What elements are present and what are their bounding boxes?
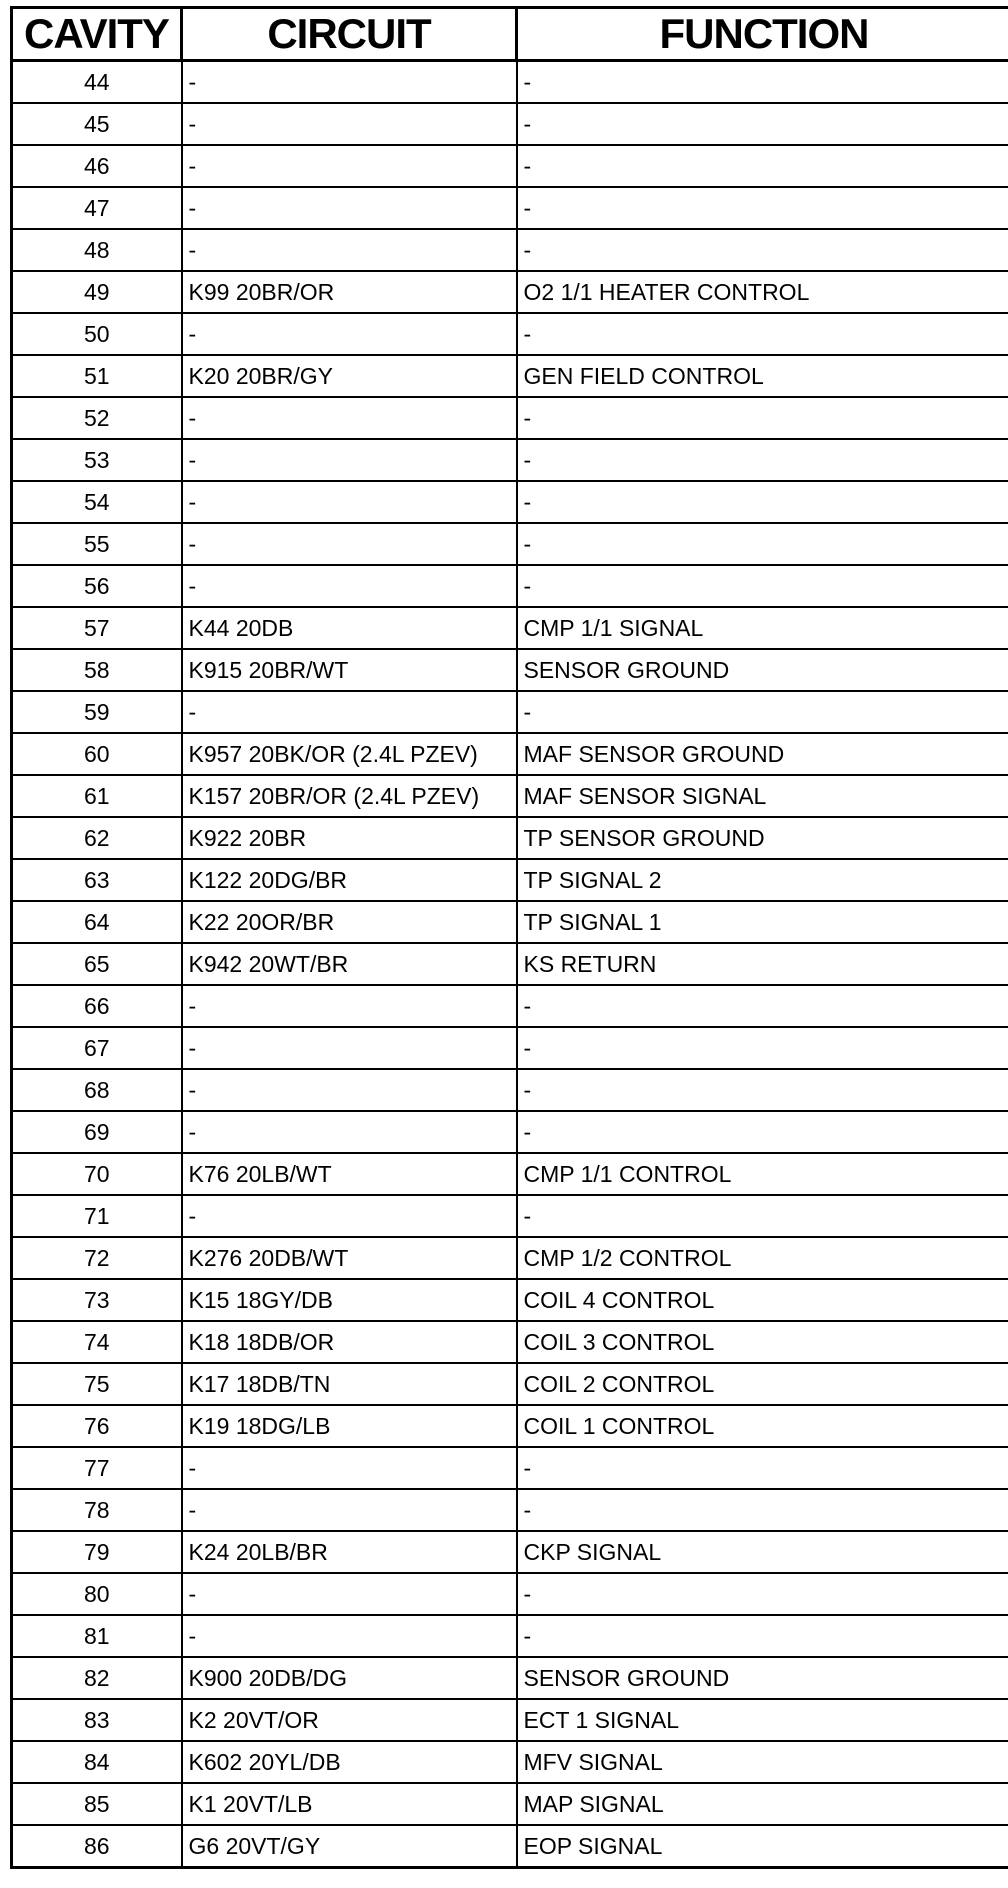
table-row (12, 61, 1008, 104)
table-row (12, 397, 1008, 439)
function-cell: O2 1/1 HEATER CONTROL (517, 271, 1008, 313)
circuit-cell: K22 20OR/BR (182, 901, 517, 943)
table-row (12, 733, 1008, 775)
header-row (12, 8, 1008, 61)
function-cell: CMP 1/2 CONTROL (517, 1237, 1008, 1279)
function-cell: ECT 1 SIGNAL (517, 1699, 1008, 1741)
table-body (12, 61, 1008, 1868)
function-cell: - (517, 439, 1008, 481)
cavity-cell: 71 (12, 1195, 182, 1237)
connector-pinout-table (10, 6, 1008, 1869)
cavity-cell: 46 (12, 145, 182, 187)
table-row (12, 1195, 1008, 1237)
circuit-cell: K602 20YL/DB (182, 1741, 517, 1783)
cavity-cell: 76 (12, 1405, 182, 1447)
cavity-cell: 58 (12, 649, 182, 691)
table-row (12, 1531, 1008, 1573)
circuit-cell: K20 20BR/GY (182, 355, 517, 397)
cavity-cell: 45 (12, 103, 182, 145)
cavity-cell: 62 (12, 817, 182, 859)
cavity-cell: 54 (12, 481, 182, 523)
circuit-cell: - (182, 1069, 517, 1111)
table-row (12, 817, 1008, 859)
cavity-cell: 47 (12, 187, 182, 229)
cavity-cell: 61 (12, 775, 182, 817)
cavity-cell: 79 (12, 1531, 182, 1573)
circuit-cell: - (182, 61, 517, 104)
table-row (12, 691, 1008, 733)
cavity-cell: 81 (12, 1615, 182, 1657)
table-row (12, 145, 1008, 187)
cavity-cell: 52 (12, 397, 182, 439)
function-cell: - (517, 1195, 1008, 1237)
function-cell: SENSOR GROUND (517, 1657, 1008, 1699)
function-cell: - (517, 61, 1008, 104)
circuit-cell: - (182, 1195, 517, 1237)
function-cell: GEN FIELD CONTROL (517, 355, 1008, 397)
circuit-cell: - (182, 397, 517, 439)
cavity-cell: 51 (12, 355, 182, 397)
circuit-cell: - (182, 1573, 517, 1615)
cavity-cell: 50 (12, 313, 182, 355)
circuit-cell: K922 20BR (182, 817, 517, 859)
table-row (12, 1027, 1008, 1069)
circuit-cell: K17 18DB/TN (182, 1363, 517, 1405)
table-row (12, 1489, 1008, 1531)
cavity-cell: 67 (12, 1027, 182, 1069)
function-cell: COIL 3 CONTROL (517, 1321, 1008, 1363)
table-row (12, 943, 1008, 985)
function-cell: MAF SENSOR GROUND (517, 733, 1008, 775)
cavity-cell: 84 (12, 1741, 182, 1783)
cavity-cell: 77 (12, 1447, 182, 1489)
cavity-cell: 44 (12, 61, 182, 104)
cavity-cell: 53 (12, 439, 182, 481)
table-row (12, 607, 1008, 649)
circuit-cell: - (182, 1447, 517, 1489)
column-header-function: FUNCTION (517, 8, 1008, 61)
function-cell: EOP SIGNAL (517, 1825, 1008, 1868)
function-cell: MFV SIGNAL (517, 1741, 1008, 1783)
circuit-cell: K276 20DB/WT (182, 1237, 517, 1279)
circuit-cell: K24 20LB/BR (182, 1531, 517, 1573)
circuit-cell: - (182, 481, 517, 523)
cavity-cell: 65 (12, 943, 182, 985)
function-cell: - (517, 1447, 1008, 1489)
function-cell: - (517, 229, 1008, 271)
function-cell: COIL 1 CONTROL (517, 1405, 1008, 1447)
function-cell: - (517, 103, 1008, 145)
circuit-cell: K15 18GY/DB (182, 1279, 517, 1321)
table-row (12, 1153, 1008, 1195)
function-cell: - (517, 985, 1008, 1027)
circuit-cell: K915 20BR/WT (182, 649, 517, 691)
table-row (12, 1783, 1008, 1825)
function-cell: CKP SIGNAL (517, 1531, 1008, 1573)
table-row (12, 1615, 1008, 1657)
table-row (12, 649, 1008, 691)
table-row (12, 313, 1008, 355)
function-cell: - (517, 313, 1008, 355)
cavity-cell: 49 (12, 271, 182, 313)
circuit-cell: - (182, 523, 517, 565)
circuit-cell: K99 20BR/OR (182, 271, 517, 313)
table-row (12, 1405, 1008, 1447)
table-row (12, 565, 1008, 607)
function-cell: CMP 1/1 CONTROL (517, 1153, 1008, 1195)
function-cell: - (517, 1615, 1008, 1657)
function-cell: - (517, 1489, 1008, 1531)
circuit-cell: K122 20DG/BR (182, 859, 517, 901)
function-cell: - (517, 145, 1008, 187)
function-cell: - (517, 397, 1008, 439)
table-row (12, 355, 1008, 397)
function-cell: TP SIGNAL 1 (517, 901, 1008, 943)
cavity-cell: 63 (12, 859, 182, 901)
circuit-cell: - (182, 565, 517, 607)
circuit-cell: K19 18DG/LB (182, 1405, 517, 1447)
cavity-cell: 74 (12, 1321, 182, 1363)
table-row (12, 1237, 1008, 1279)
function-cell: - (517, 1111, 1008, 1153)
function-cell: - (517, 691, 1008, 733)
circuit-cell: K900 20DB/DG (182, 1657, 517, 1699)
table-row (12, 523, 1008, 565)
table-row (12, 1447, 1008, 1489)
circuit-cell: - (182, 187, 517, 229)
cavity-cell: 70 (12, 1153, 182, 1195)
table-row (12, 439, 1008, 481)
circuit-cell: - (182, 691, 517, 733)
function-cell: COIL 4 CONTROL (517, 1279, 1008, 1321)
circuit-cell: - (182, 985, 517, 1027)
table-row (12, 1699, 1008, 1741)
circuit-cell: - (182, 1489, 517, 1531)
function-cell: TP SIGNAL 2 (517, 859, 1008, 901)
column-header-circuit: CIRCUIT (182, 8, 517, 61)
cavity-cell: 56 (12, 565, 182, 607)
circuit-cell: K44 20DB (182, 607, 517, 649)
function-cell: TP SENSOR GROUND (517, 817, 1008, 859)
table-row (12, 1657, 1008, 1699)
table-row (12, 1111, 1008, 1153)
table-row (12, 859, 1008, 901)
cavity-cell: 59 (12, 691, 182, 733)
table-row (12, 103, 1008, 145)
table-row (12, 985, 1008, 1027)
circuit-cell: - (182, 229, 517, 271)
function-cell: MAP SIGNAL (517, 1783, 1008, 1825)
circuit-cell: - (182, 1615, 517, 1657)
cavity-cell: 57 (12, 607, 182, 649)
cavity-cell: 80 (12, 1573, 182, 1615)
function-cell: KS RETURN (517, 943, 1008, 985)
table-row (12, 229, 1008, 271)
cavity-cell: 86 (12, 1825, 182, 1868)
table-row (12, 901, 1008, 943)
table-row (12, 1069, 1008, 1111)
cavity-cell: 83 (12, 1699, 182, 1741)
circuit-cell: - (182, 439, 517, 481)
function-cell: SENSOR GROUND (517, 649, 1008, 691)
function-cell: - (517, 1573, 1008, 1615)
function-cell: CMP 1/1 SIGNAL (517, 607, 1008, 649)
function-cell: - (517, 1027, 1008, 1069)
circuit-cell: - (182, 145, 517, 187)
table-row (12, 271, 1008, 313)
cavity-cell: 78 (12, 1489, 182, 1531)
cavity-cell: 82 (12, 1657, 182, 1699)
circuit-cell: G6 20VT/GY (182, 1825, 517, 1868)
circuit-cell: K957 20BK/OR (2.4L PZEV) (182, 733, 517, 775)
column-header-cavity: CAVITY (12, 8, 182, 61)
function-cell: COIL 2 CONTROL (517, 1363, 1008, 1405)
circuit-cell: K2 20VT/OR (182, 1699, 517, 1741)
cavity-cell: 73 (12, 1279, 182, 1321)
table-row (12, 1573, 1008, 1615)
table-row (12, 187, 1008, 229)
table-row (12, 1321, 1008, 1363)
table-row (12, 481, 1008, 523)
circuit-cell: K157 20BR/OR (2.4L PZEV) (182, 775, 517, 817)
function-cell: - (517, 565, 1008, 607)
circuit-cell: K76 20LB/WT (182, 1153, 517, 1195)
cavity-cell: 66 (12, 985, 182, 1027)
cavity-cell: 85 (12, 1783, 182, 1825)
table-row (12, 1825, 1008, 1868)
table-row (12, 1279, 1008, 1321)
cavity-cell: 68 (12, 1069, 182, 1111)
function-cell: - (517, 187, 1008, 229)
circuit-cell: K18 18DB/OR (182, 1321, 517, 1363)
circuit-cell: - (182, 1027, 517, 1069)
cavity-cell: 48 (12, 229, 182, 271)
table-row (12, 1741, 1008, 1783)
cavity-cell: 60 (12, 733, 182, 775)
cavity-cell: 69 (12, 1111, 182, 1153)
circuit-cell: K942 20WT/BR (182, 943, 517, 985)
cavity-cell: 75 (12, 1363, 182, 1405)
function-cell: - (517, 1069, 1008, 1111)
table-row (12, 775, 1008, 817)
cavity-cell: 64 (12, 901, 182, 943)
function-cell: MAF SENSOR SIGNAL (517, 775, 1008, 817)
function-cell: - (517, 523, 1008, 565)
function-cell: - (517, 481, 1008, 523)
table-row (12, 1363, 1008, 1405)
circuit-cell: - (182, 1111, 517, 1153)
cavity-cell: 72 (12, 1237, 182, 1279)
circuit-cell: - (182, 103, 517, 145)
cavity-cell: 55 (12, 523, 182, 565)
circuit-cell: K1 20VT/LB (182, 1783, 517, 1825)
table-header (12, 8, 1008, 61)
circuit-cell: - (182, 313, 517, 355)
